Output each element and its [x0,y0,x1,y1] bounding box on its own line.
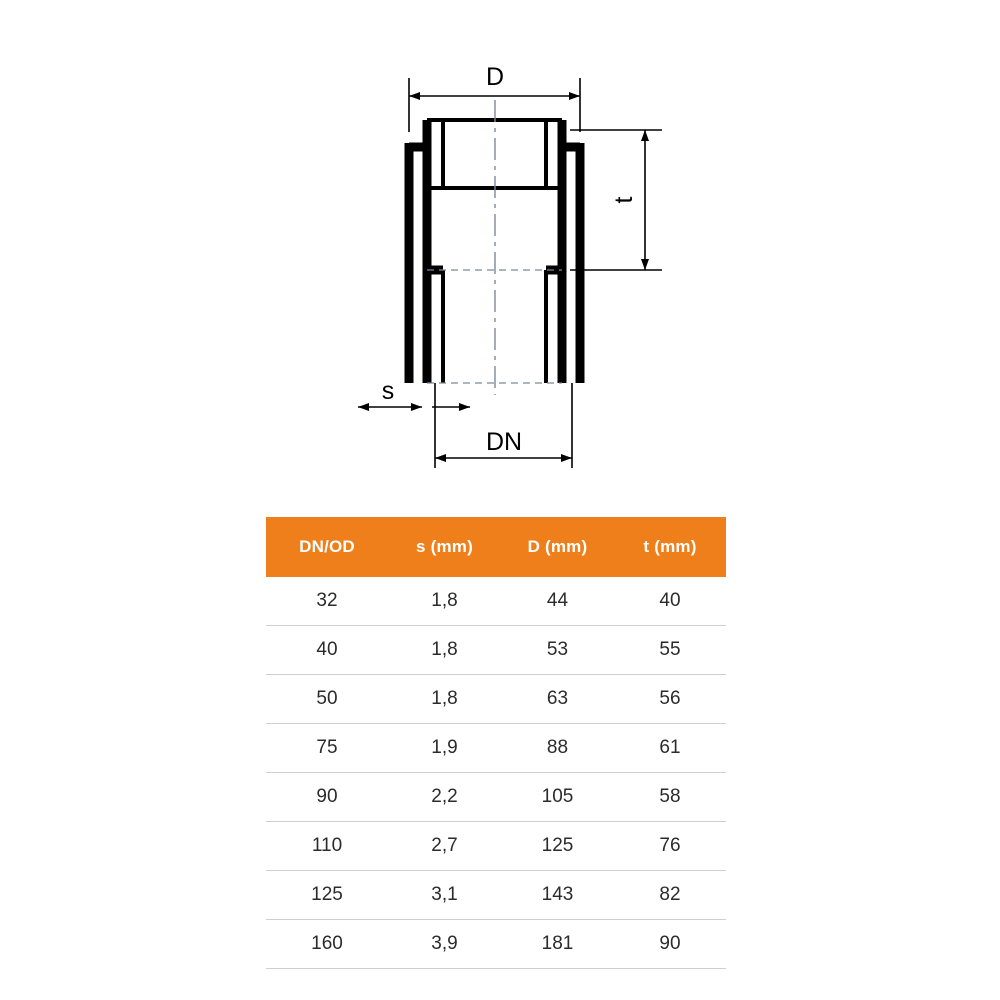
cell-dn-od: 40 [266,626,388,675]
cell-d: 44 [501,577,614,626]
cell-d: 105 [501,773,614,822]
cell-dn-od: 32 [266,577,388,626]
cell-t: 82 [614,871,726,920]
cell-dn-od: 125 [266,871,388,920]
table-row [266,577,726,626]
column-header-dn-od: DN/OD [266,517,388,577]
table-row [266,626,726,675]
table-row [266,920,726,969]
cell-t: 58 [614,773,726,822]
cell-t: 61 [614,724,726,773]
cell-s: 2,2 [388,773,501,822]
table-row [266,822,726,871]
column-header-s: s (mm) [388,517,501,577]
column-header-t: t (mm) [614,517,726,577]
cell-dn-od: 50 [266,675,388,724]
label-t: t [610,196,638,204]
cell-dn-od: 75 [266,724,388,773]
cell-s: 1,8 [388,577,501,626]
cell-d: 125 [501,822,614,871]
table-header-row [266,517,726,577]
cell-t: 90 [614,920,726,969]
spec-table-container [266,517,726,969]
cell-d: 181 [501,920,614,969]
cell-s: 1,8 [388,675,501,724]
cell-s: 2,7 [388,822,501,871]
label-DN: DN [485,428,523,456]
cell-dn-od: 110 [266,822,388,871]
column-header-d: D (mm) [501,517,614,577]
table-row [266,773,726,822]
cell-d: 143 [501,871,614,920]
cell-d: 63 [501,675,614,724]
cell-t: 76 [614,822,726,871]
cell-t: 40 [614,577,726,626]
table-row [266,871,726,920]
cell-dn-od: 160 [266,920,388,969]
table-row [266,675,726,724]
cell-t: 55 [614,626,726,675]
cell-dn-od: 90 [266,773,388,822]
label-D: D [485,63,505,91]
spec-table [266,517,726,969]
cell-s: 1,9 [388,724,501,773]
cell-t: 56 [614,675,726,724]
cell-d: 88 [501,724,614,773]
cell-s: 1,8 [388,626,501,675]
table-row [266,724,726,773]
cell-s: 3,9 [388,920,501,969]
cell-s: 3,1 [388,871,501,920]
cell-d: 53 [501,626,614,675]
label-s: s [381,377,395,405]
